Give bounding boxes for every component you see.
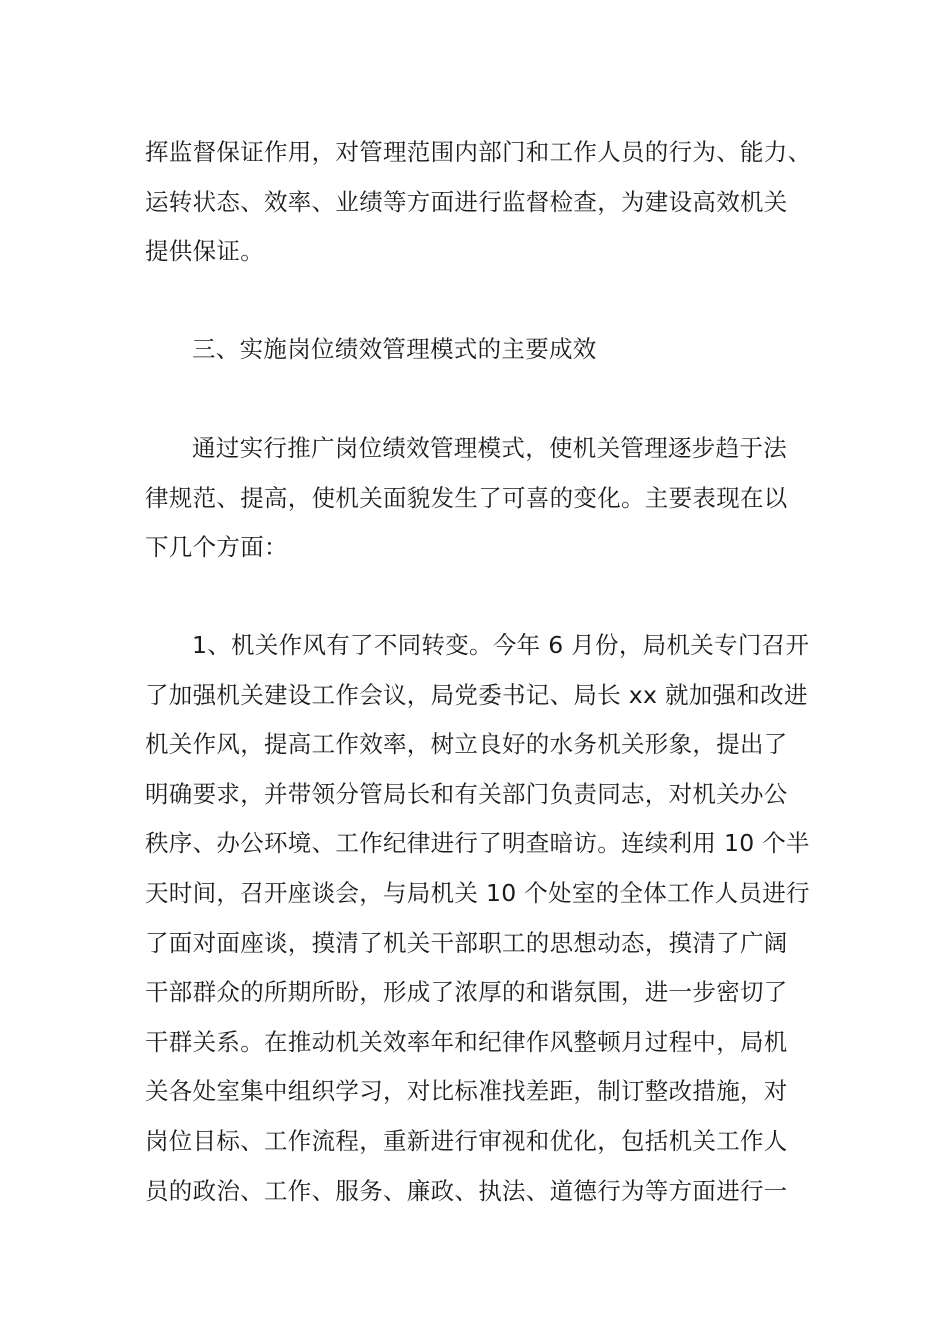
paragraph-intro xyxy=(145,424,825,573)
text-line: 秩序、办公环境、工作纪律进行了明查暗访。连续利用 10 个半 xyxy=(145,829,810,858)
text-line: 了加强机关建设工作会议，局党委书记、局长 xx 就加强和改进 xyxy=(145,680,808,709)
text-line: 明确要求，并带领分管局长和有关部门负责同志，对机关办公 xyxy=(145,779,788,808)
section-heading xyxy=(145,325,825,375)
text-line: 运转状态、效率、业绩等方面进行监督检查，为建设高效机关 xyxy=(145,187,788,216)
text-line: 员的政治、工作、服务、廉政、执法、道德行为等方面进行一 xyxy=(145,1176,788,1205)
text-line: 挥监督保证作用，对管理范围内部门和工作人员的行为、能力、 xyxy=(145,138,812,166)
text-line: 了面对面座谈，摸清了机关干部职工的思想动态，摸清了广阔 xyxy=(145,928,788,957)
heading-line: 三、实施岗位绩效管理模式的主要成效 xyxy=(192,335,597,363)
text-line: 提供保证。 xyxy=(145,237,264,266)
text-line: 岗位目标、工作流程，重新进行审视和优化，包括机关工作人 xyxy=(145,1126,788,1155)
text-line: 机关作风，提高工作效率，树立良好的水务机关形象，提出了 xyxy=(145,730,788,759)
text-line: 关各处室集中组织学习，对比标准找差距，制订整改措施，对 xyxy=(145,1077,788,1106)
text-line: 下几个方面： xyxy=(145,533,288,562)
text-line: 干群关系。在推动机关效率年和纪律作风整顿月过程中，局机 xyxy=(145,1027,788,1056)
paragraph-item-1 xyxy=(145,621,825,1216)
text-line: 天时间，召开座谈会，与局机关 10 个处室的全体工作人员进行 xyxy=(145,878,810,907)
text-line: 1、机关作风有了不同转变。今年 6 月份，局机关专门召开 xyxy=(192,631,810,659)
text-line: 干部群众的所期所盼，形成了浓厚的和谐氛围，进一步密切了 xyxy=(145,978,788,1007)
text-line: 通过实行推广岗位绩效管理模式，使机关管理逐步趋于法 xyxy=(192,434,787,462)
text-line: 律规范、提高，使机关面貌发生了可喜的变化。主要表现在以 xyxy=(145,483,788,512)
paragraph-supervision xyxy=(145,128,825,277)
